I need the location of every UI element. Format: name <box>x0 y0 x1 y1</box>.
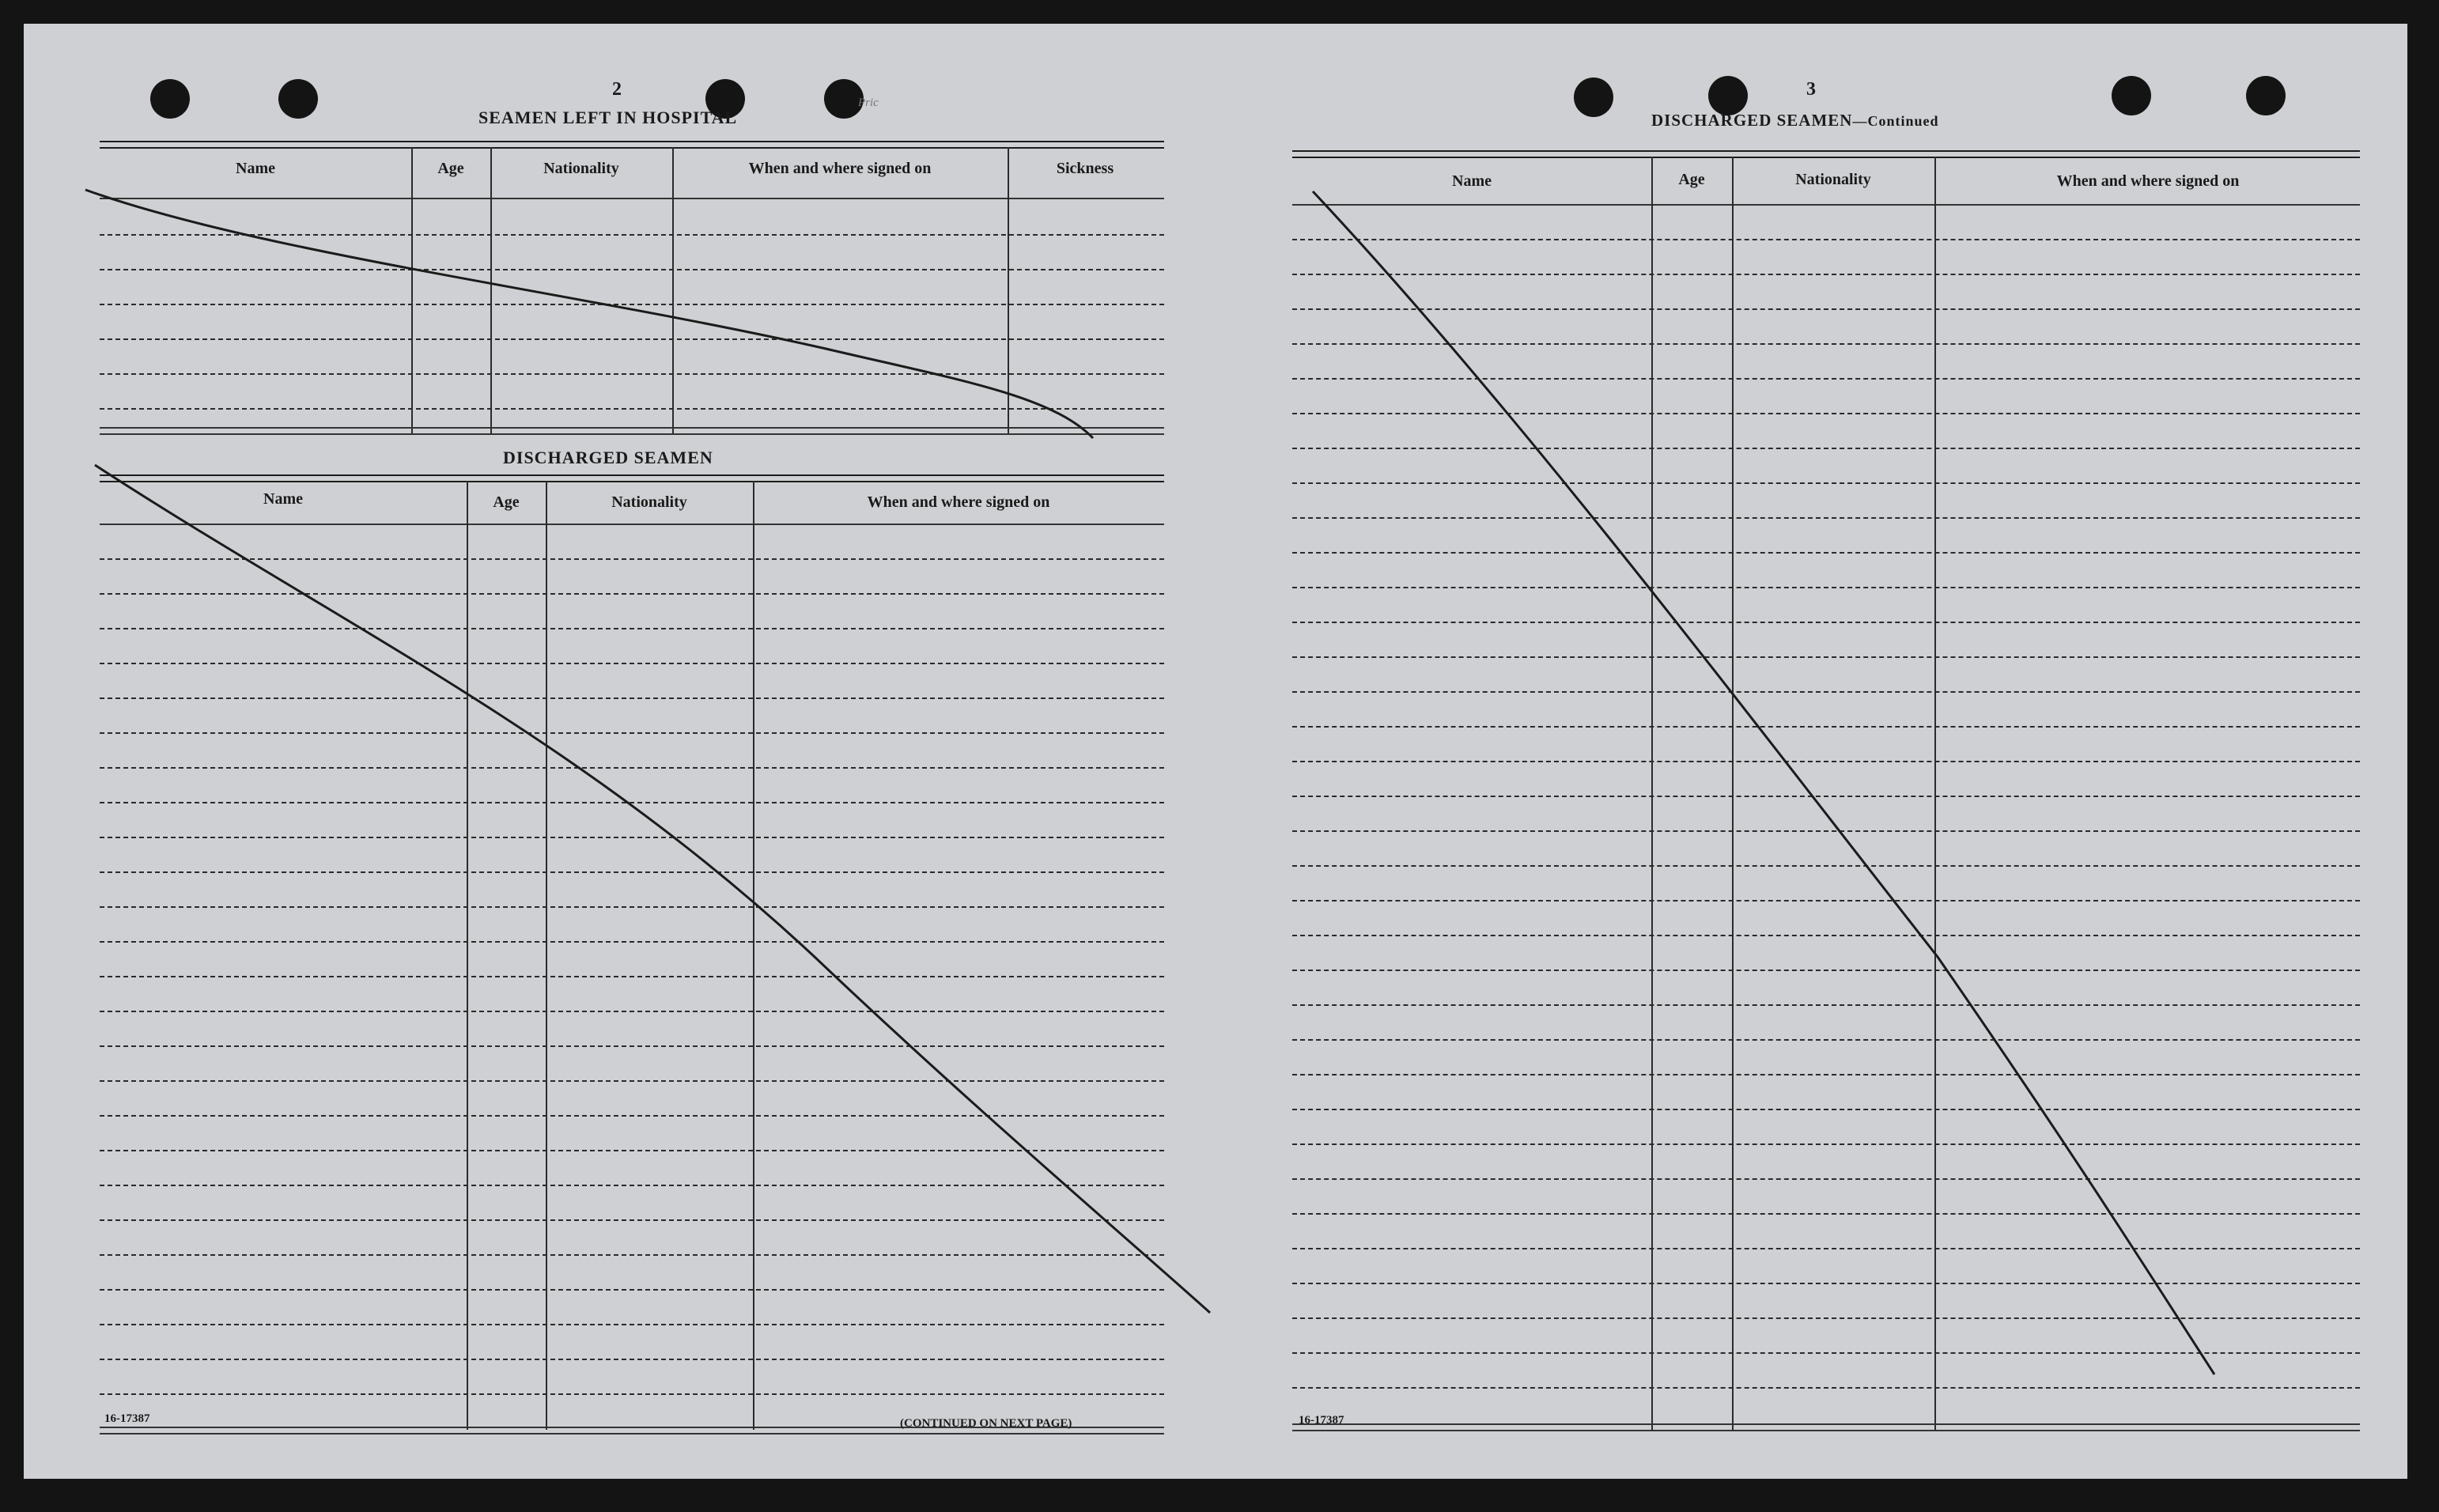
column-header-signed-on: When and where signed on <box>2056 172 2240 190</box>
column-header-age: Age <box>437 160 464 177</box>
cancel-stroke-hospital <box>85 190 1093 438</box>
column-header-name: Name <box>1452 172 1492 190</box>
column-header-name: Name <box>263 490 303 508</box>
column-header-name: Name <box>236 160 275 177</box>
column-header-nationality: Nationality <box>611 493 687 511</box>
page-number-left: 2 <box>612 79 622 100</box>
form-number-left: 16-17387 <box>104 1412 150 1425</box>
column-header-sickness: Sickness <box>1056 160 1114 177</box>
column-header-nationality: Nationality <box>543 160 619 177</box>
continued-note: (CONTINUED ON NEXT PAGE) <box>900 1417 1072 1430</box>
title-main: DISCHARGED SEAMEN <box>1651 111 1853 130</box>
section-title-hospital: SEAMEN LEFT IN HOSPITAL <box>478 108 738 127</box>
page-number-right: 3 <box>1806 79 1816 100</box>
cancellation-strokes <box>24 24 2407 1479</box>
column-header-signed-on: When and where signed on <box>748 160 932 177</box>
column-header-nationality: Nationality <box>1795 171 1871 188</box>
title-suffix: —Continued <box>1852 113 1939 129</box>
column-header-age: Age <box>493 493 520 511</box>
faint-stamp: Pric <box>858 96 879 109</box>
cancel-stroke-discharged <box>95 465 1210 1313</box>
cancel-stroke-continued <box>1313 191 2214 1374</box>
section-title-discharged: DISCHARGED SEAMEN <box>503 448 713 467</box>
column-header-age: Age <box>1678 171 1705 188</box>
form-number-right: 16-17387 <box>1299 1414 1344 1427</box>
column-header-signed-on: When and where signed on <box>867 493 1050 511</box>
register-sheet <box>24 24 2407 1479</box>
